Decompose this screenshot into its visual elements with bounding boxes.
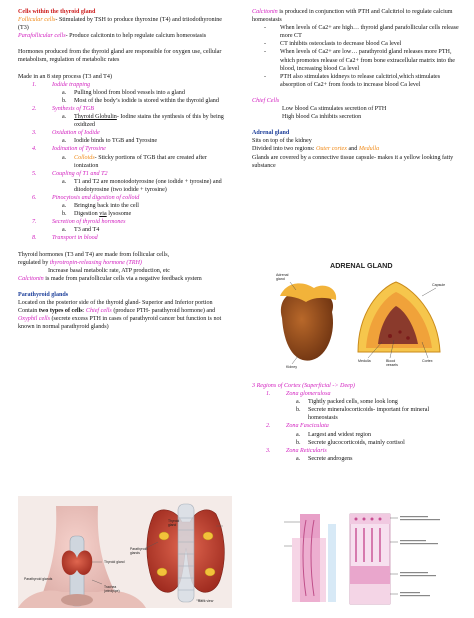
trh-indent: Increase basal metabolic rate, ATP production, etc (48, 267, 170, 274)
label-adrenal: Adrenal (276, 273, 289, 277)
parathyroid-location: Located on the posterior side of the thyroid gland- Superior and Inferior portion (18, 300, 213, 306)
adrenal-line-3: Glands are covered by a connective tissue capsule- makes it a yellow looking fatty substance (252, 154, 454, 169)
label-kidney: Kidney (286, 365, 297, 369)
step-3a: a. Iodide binds to TGB and Tyrosine (62, 138, 158, 145)
chief-line-2: High blood Ca inhibits secretion (282, 114, 362, 121)
step-6a: a. Bringing back into the cell (62, 203, 139, 210)
label-back-view: Back view (198, 599, 214, 603)
step-5a: a. T1 and T2 are monoiodotyrosine (one iodide + tyrosine) and diiodotyrosine (two iodide + tyrosine) (62, 178, 222, 193)
label-thyroid-gland: Thyroid gland (104, 560, 125, 564)
label-trachea: Trachea (104, 585, 117, 589)
label-vessels: vessels (386, 363, 398, 367)
hormones-paragraph: Hormones produced from the thyroid gland are responsible for oxygen use, cellular metabolism, regulation of metabolic rates (18, 49, 222, 64)
label-adrenal-gland: gland (276, 277, 285, 281)
label-medulla: Medulla (358, 359, 371, 363)
heading-adrenal: Adrenal gland (252, 130, 290, 137)
calcitonin-line: Calcitonin is made from parafollicular cells via a negative feedback system (18, 275, 202, 282)
calcitonin-bullet-1: - When levels of Ca2+ are high… thyroid gland parafollicular cells release more CT (264, 25, 459, 40)
step-1b: b. Most of the body’s iodide is stored within the thyroid gland (62, 97, 219, 104)
zone-3a: a. Secrete androgens (296, 455, 353, 462)
zone-1a: a. Tightly packed cells, some look long (296, 399, 398, 406)
calcitonin-intro: Calcitonin is produced in conjunction with PTH and Calcitriol to regulate calcium homeostasis (252, 9, 453, 24)
adrenal-line-1: Sits on top of the kidney (252, 138, 312, 145)
adrenal-figure-title: ADRENAL GLAND (330, 261, 393, 270)
zone-1: 1. Zona glomerulosa (266, 391, 331, 398)
zone-3: 3. Zona Reticularis (266, 447, 327, 454)
label-cortex: Cortex (422, 359, 433, 363)
adrenal-figure (262, 252, 462, 374)
chief-line-1: Low blood Ca stimulates secretion of PTH (282, 106, 387, 113)
label-gland: gland (168, 523, 177, 527)
step-6b: b. Digestion via lysosome (62, 211, 132, 218)
regions-heading: 3 Regions of Cortex (Superficial -> Deep) (252, 383, 355, 389)
label-parathyroid-glands: Parathyroid glands (24, 577, 53, 581)
thyroid-figure (18, 496, 232, 608)
step-1a: a. Pulling blood from blood vessels into a gland (62, 89, 185, 96)
step-7a: a. T3 and T4 (62, 227, 100, 234)
parathyroid-cells: Contain two types of cells: Chief cells (produce PTH- parathyroid hormone) and Oxyphil cells (secrete excess PTH in cases of parathyroid cancer but function is not known in normal parathyroid glands) (18, 308, 222, 331)
right-column (252, 8, 460, 170)
cortex-histology-figure (280, 510, 460, 608)
step-1: 1. Iodide trapping (32, 81, 91, 88)
calcitonin-bullet-3: - When levels of Ca2+ are low… parathyroid gland releases more PTH, which promotes release of Ca2+ from bone extracellular matrix into the blood, increasing blood Ca level (264, 49, 456, 72)
step-5: 5. Coupling of T1 and T2 (32, 170, 108, 177)
label-blood: Blood (386, 359, 396, 363)
label-parathyroid: Parathyroid (130, 547, 148, 551)
step-7: 7. Secretion of thyroid hormones (32, 219, 126, 226)
trh-line-2: regulated by thyrotropin-releasing hormone (TRH) (18, 259, 142, 266)
zone-2: 2. Zona Fasciculata (266, 423, 329, 430)
chief-cells-heading: Chief Cells (252, 97, 280, 104)
follicular-line: Follicular cells- Stimulated by TSH to produce thyroxine (T4) and triiodothyronine (T3) (18, 17, 222, 32)
label-trachea-sub: (windpipe) (104, 589, 120, 593)
adrenal-line-2: Divided into two regions: Outer cortex and Medulla (252, 146, 380, 153)
step-3: 3. Oxidation of Iodide (32, 130, 100, 137)
heading-parathyroid: Parathyroid glands (18, 291, 69, 298)
label-glands: glands (130, 551, 140, 555)
step-4a: a. Colloids- Sticky portions of TGB that are created after ionization (62, 154, 207, 169)
step-2: 2. Synthesis of TGB (32, 105, 94, 112)
heading-cells-thyroid: Cells within the thyroid gland (18, 9, 96, 15)
parafollicular-line: Parafollicular cells- Produce calcitonin to help regulate calcium homeostasis (18, 33, 207, 40)
step-8: 8. Transport in blood (32, 235, 98, 242)
steps-intro: Made in an 8 step process (T3 and T4) (18, 73, 112, 80)
step-6: 6. Pinocytosis and digestion of colloid (32, 194, 140, 201)
zone-1b: b. Secrete mineralocorticoids- important for mineral homeostasis (296, 407, 430, 422)
cortex-regions (252, 382, 460, 463)
zone-2a: a. Largest and widest region (296, 431, 372, 438)
label-thyroid: Thyroid (168, 519, 180, 523)
left-column (18, 8, 232, 331)
calcitonin-bullet-2: - CT inhibits osteoclasts to decrease blood Ca level (264, 41, 402, 48)
label-capsule: Capsule (432, 283, 446, 287)
trh-line-1: Thyroid hormones (T3 and T4) are made from follicular cells, (18, 251, 170, 258)
step-4: 4. Iodination of Tyrosine (32, 146, 106, 153)
zone-2b: b. Secrete glucocorticoids, mainly cortisol (296, 439, 405, 446)
calcitonin-bullet-4: - PTH also stimulates kidneys to release calcitriol,which stimulates absorption of Ca2+ from foods to increase blood Ca level (264, 73, 441, 88)
step-2a: a. Thyroid Globulin- Iodine stains the synthesis of this by being oxidized (62, 114, 224, 129)
